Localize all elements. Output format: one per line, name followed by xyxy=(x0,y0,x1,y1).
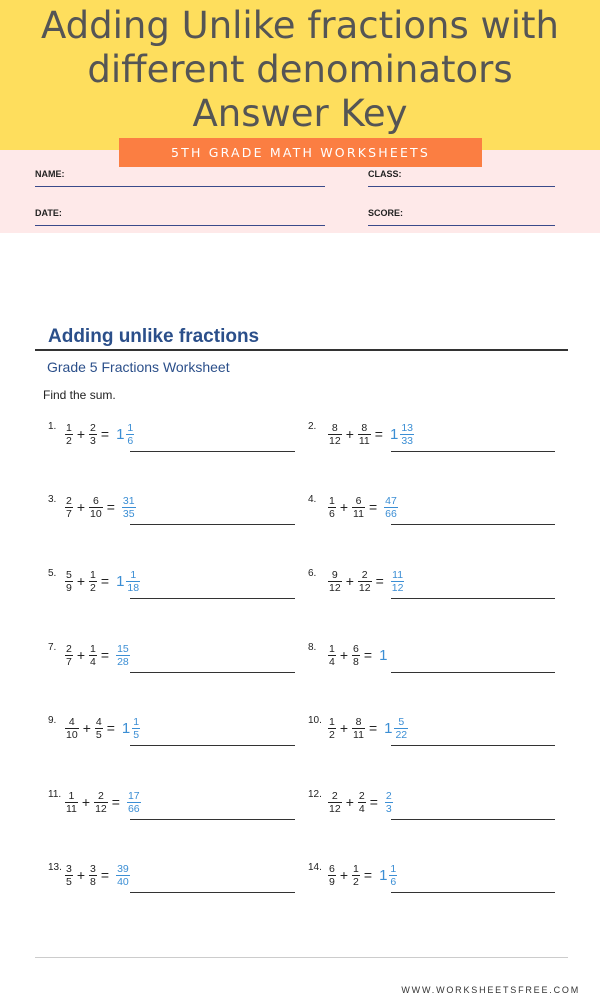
problem-number: 2. xyxy=(308,421,317,432)
equals-sign: = xyxy=(375,573,384,589)
answer-numerator: 17 xyxy=(127,789,140,802)
grade-ribbon: 5TH GRADE MATH WORKSHEETS xyxy=(119,138,482,167)
plus-sign: + xyxy=(339,720,349,736)
addend-1-fraction-numerator: 2 xyxy=(331,789,338,802)
problem-expression xyxy=(328,419,414,449)
answer-whole: 1 xyxy=(379,866,388,884)
problem-expression xyxy=(65,419,134,449)
answer-denominator: 6 xyxy=(390,875,397,888)
answer-fraction xyxy=(126,569,140,594)
problem-number: 7. xyxy=(48,642,57,653)
addend-1-fraction-denominator: 4 xyxy=(329,655,335,668)
answer-line[interactable] xyxy=(130,524,295,525)
footer-url: WWW.WORKSHEETSFREE.COM xyxy=(401,985,580,995)
title-line-1: Adding Unlike fractions with xyxy=(41,4,559,47)
problem-expression xyxy=(65,566,140,596)
addend-1-fraction-denominator: 7 xyxy=(66,507,72,520)
addend-1-fraction xyxy=(328,495,336,520)
answer xyxy=(379,647,389,664)
addend-2-fraction-denominator: 10 xyxy=(90,507,102,520)
answer xyxy=(116,643,130,668)
title-line-3: Answer Key xyxy=(192,92,408,135)
answer-numerator: 1 xyxy=(130,568,137,581)
problem-number: 5. xyxy=(48,568,57,579)
addend-2-fraction-denominator: 2 xyxy=(353,875,359,888)
answer xyxy=(379,863,397,888)
answer-denominator: 40 xyxy=(117,875,129,888)
addend-1-fraction-denominator: 12 xyxy=(329,434,341,447)
addend-2-fraction-numerator: 6 xyxy=(353,642,359,655)
addend-1-fraction-numerator: 1 xyxy=(68,789,75,802)
addend-1-fraction-numerator: 4 xyxy=(68,715,75,728)
plus-sign: + xyxy=(339,499,349,515)
answer-line[interactable] xyxy=(391,892,555,893)
footer-divider xyxy=(35,957,568,958)
answer-denominator: 3 xyxy=(385,802,392,815)
equals-sign: = xyxy=(368,720,378,736)
plus-sign: + xyxy=(81,794,91,810)
problem-expression xyxy=(65,713,140,743)
problem-number: 10. xyxy=(308,715,322,726)
page-title xyxy=(0,4,600,136)
answer-fraction xyxy=(394,716,408,741)
addend-2-fraction xyxy=(89,495,103,520)
name-label: NAME: xyxy=(35,169,65,179)
answer-numerator: 39 xyxy=(117,862,129,875)
answer-denominator: 66 xyxy=(385,507,397,520)
addend-2-fraction-denominator: 5 xyxy=(95,728,102,741)
addend-1-fraction xyxy=(328,716,336,741)
plus-sign: + xyxy=(76,426,86,442)
answer-denominator: 66 xyxy=(127,802,140,815)
answer-fraction xyxy=(116,863,130,888)
addend-1-fraction-numerator: 9 xyxy=(331,568,338,581)
addend-1-fraction-denominator: 11 xyxy=(66,802,77,815)
answer-line[interactable] xyxy=(391,524,555,525)
equals-sign: = xyxy=(368,499,378,515)
addend-2-fraction xyxy=(94,790,108,815)
addend-1-fraction-numerator: 2 xyxy=(66,494,72,507)
addend-2-fraction-numerator: 6 xyxy=(92,494,99,507)
title-line-2: different denominators xyxy=(87,48,513,91)
answer-numerator: 2 xyxy=(385,789,392,802)
problem-number: 11. xyxy=(48,789,62,800)
answer-fraction xyxy=(385,790,393,815)
addend-1-fraction-denominator: 7 xyxy=(66,655,72,668)
header-banner xyxy=(0,0,600,150)
addend-2-fraction xyxy=(358,569,372,594)
addend-1-fraction xyxy=(328,422,342,447)
addend-2-fraction xyxy=(95,716,103,741)
addend-1-fraction-numerator: 8 xyxy=(331,421,338,434)
addend-1-fraction-numerator: 3 xyxy=(66,862,72,875)
answer-denominator: 35 xyxy=(122,507,135,520)
answer-numerator: 1 xyxy=(133,715,140,728)
problem-number: 3. xyxy=(48,494,57,505)
addend-2-fraction xyxy=(352,643,360,668)
answer-line[interactable] xyxy=(391,672,555,673)
answer xyxy=(116,863,130,888)
answer-fraction xyxy=(122,495,136,520)
addend-2-fraction xyxy=(352,716,365,741)
worksheet-title: Adding unlike fractions xyxy=(48,326,260,347)
addend-2-fraction-numerator: 4 xyxy=(95,715,102,728)
plus-sign: + xyxy=(76,647,86,663)
answer-fraction xyxy=(400,422,414,447)
date-label: DATE: xyxy=(35,208,62,218)
plus-sign: + xyxy=(339,867,349,883)
problem-expression xyxy=(65,492,136,522)
problem-expression xyxy=(328,713,408,743)
plus-sign: + xyxy=(82,720,91,736)
plus-sign: + xyxy=(339,647,349,663)
addend-1-fraction-denominator: 9 xyxy=(329,875,335,888)
equals-sign: = xyxy=(106,499,115,515)
answer-numerator: 1 xyxy=(127,421,134,434)
problem-expression xyxy=(328,566,404,596)
addend-1-fraction xyxy=(65,716,79,741)
answer-line[interactable] xyxy=(130,892,295,893)
addend-1-fraction-denominator: 12 xyxy=(329,581,341,594)
answer xyxy=(116,569,140,594)
score-field[interactable] xyxy=(368,225,555,226)
addend-2-fraction-numerator: 1 xyxy=(90,642,96,655)
answer-numerator: 13 xyxy=(401,421,413,434)
addend-1-fraction xyxy=(65,569,73,594)
class-field[interactable] xyxy=(368,186,555,187)
answer-denominator: 22 xyxy=(395,728,408,741)
addend-2-fraction-denominator: 4 xyxy=(90,655,96,668)
answer-whole: 1 xyxy=(116,425,125,443)
equals-sign: = xyxy=(363,647,373,663)
addend-2-fraction xyxy=(89,422,97,447)
answer-fraction xyxy=(116,643,130,668)
answer-denominator: 6 xyxy=(127,434,134,447)
answer-whole: 1 xyxy=(384,719,393,737)
answer-line[interactable] xyxy=(391,745,555,746)
answer-fraction xyxy=(126,422,134,447)
addend-2-fraction-denominator: 8 xyxy=(353,655,359,668)
addend-1-fraction xyxy=(65,863,73,888)
problem-expression xyxy=(65,787,141,817)
answer-whole: 1 xyxy=(389,425,399,443)
answer xyxy=(122,716,140,741)
answer-numerator: 5 xyxy=(398,715,405,728)
addend-1-fraction-numerator: 1 xyxy=(329,715,335,728)
equals-sign: = xyxy=(369,794,378,810)
plus-sign: + xyxy=(345,794,354,810)
answer-whole: 1 xyxy=(379,646,388,664)
addend-2-fraction-denominator: 11 xyxy=(358,434,370,447)
addend-2-fraction xyxy=(89,643,97,668)
addend-1-fraction-numerator: 5 xyxy=(66,568,72,581)
answer xyxy=(116,422,134,447)
answer-line[interactable] xyxy=(391,451,555,452)
addend-2-fraction-numerator: 2 xyxy=(98,789,104,802)
plus-sign: + xyxy=(345,573,354,589)
addend-1-fraction-denominator: 5 xyxy=(66,875,72,888)
problem-number: 14. xyxy=(308,862,322,873)
addend-2-fraction-denominator: 12 xyxy=(358,581,371,594)
equals-sign: = xyxy=(363,867,373,883)
answer-numerator: 15 xyxy=(117,642,129,655)
addend-1-fraction-denominator: 12 xyxy=(329,802,341,815)
answer-denominator: 18 xyxy=(127,581,140,594)
problem-number: 4. xyxy=(308,494,317,505)
problem-number: 8. xyxy=(308,642,317,653)
answer-line[interactable] xyxy=(130,672,295,673)
answer xyxy=(122,495,136,520)
addend-2-fraction xyxy=(89,569,97,594)
answer-whole: 1 xyxy=(116,572,125,590)
addend-2-fraction-numerator: 6 xyxy=(355,494,362,507)
addend-1-fraction-numerator: 1 xyxy=(329,494,335,507)
addend-1-fraction-denominator: 10 xyxy=(66,728,78,741)
addend-2-fraction-denominator: 8 xyxy=(90,875,96,888)
addend-2-fraction-numerator: 8 xyxy=(361,421,368,434)
addend-2-fraction-denominator: 2 xyxy=(90,581,96,594)
equals-sign: = xyxy=(374,426,383,442)
problem-expression xyxy=(328,860,397,890)
answer-whole: 1 xyxy=(121,719,131,737)
answer-fraction xyxy=(132,716,140,741)
answer-line[interactable] xyxy=(391,819,555,820)
answer-numerator: 1 xyxy=(390,862,397,875)
addend-2-fraction-denominator: 11 xyxy=(353,507,364,520)
addend-2-fraction-numerator: 2 xyxy=(90,421,96,434)
name-field[interactable] xyxy=(35,186,325,187)
problem-number: 6. xyxy=(308,568,317,579)
addend-1-fraction xyxy=(328,569,342,594)
addend-2-fraction-numerator: 2 xyxy=(358,789,365,802)
answer xyxy=(127,790,141,815)
addend-1-fraction xyxy=(328,643,336,668)
addend-1-fraction xyxy=(65,790,78,815)
equals-sign: = xyxy=(100,647,110,663)
answer-denominator: 5 xyxy=(133,728,140,741)
answer-fraction xyxy=(384,495,398,520)
equals-sign: = xyxy=(106,720,115,736)
answer xyxy=(390,422,414,447)
score-label: SCORE: xyxy=(368,208,404,218)
addend-1-fraction-numerator: 1 xyxy=(66,421,72,434)
answer-denominator: 28 xyxy=(117,655,129,668)
answer xyxy=(384,716,408,741)
answer xyxy=(385,790,393,815)
answer-fraction xyxy=(389,863,397,888)
addend-1-fraction-numerator: 1 xyxy=(329,642,335,655)
class-label: CLASS: xyxy=(368,169,402,179)
addend-2-fraction-denominator: 4 xyxy=(358,802,365,815)
addend-2-fraction xyxy=(89,863,97,888)
problem-number: 9. xyxy=(48,715,57,726)
plus-sign: + xyxy=(76,573,86,589)
addend-1-fraction-denominator: 2 xyxy=(329,728,335,741)
plus-sign: + xyxy=(76,867,86,883)
addend-2-fraction-numerator: 2 xyxy=(361,568,368,581)
addend-2-fraction xyxy=(352,863,360,888)
addend-1-fraction xyxy=(65,422,73,447)
title-divider xyxy=(35,349,568,351)
problem-number: 12. xyxy=(308,789,322,800)
answer-numerator: 31 xyxy=(122,494,135,507)
problem-expression xyxy=(65,640,130,670)
addend-1-fraction-numerator: 6 xyxy=(329,862,335,875)
answer-line[interactable] xyxy=(130,451,295,452)
answer-numerator: 47 xyxy=(385,494,397,507)
answer-line[interactable] xyxy=(130,745,295,746)
worksheet-instruction: Find the sum. xyxy=(43,388,116,402)
equals-sign: = xyxy=(111,794,120,810)
answer-line[interactable] xyxy=(130,819,295,820)
answer-fraction xyxy=(391,569,405,594)
addend-1-fraction-denominator: 6 xyxy=(329,507,335,520)
addend-2-fraction-denominator: 12 xyxy=(95,802,107,815)
problem-expression xyxy=(65,860,130,890)
equals-sign: = xyxy=(100,573,110,589)
addend-1-fraction xyxy=(65,643,73,668)
answer xyxy=(391,569,405,594)
answer-fraction xyxy=(127,790,141,815)
equals-sign: = xyxy=(100,867,110,883)
problem-number: 1. xyxy=(48,421,57,432)
addend-1-fraction-denominator: 2 xyxy=(66,434,72,447)
addend-2-fraction xyxy=(358,422,371,447)
answer-numerator: 11 xyxy=(392,568,404,581)
problem-number: 13. xyxy=(48,862,62,873)
problem-expression xyxy=(328,492,398,522)
addend-1-fraction-denominator: 9 xyxy=(66,581,72,594)
answer-line[interactable] xyxy=(130,598,295,599)
equals-sign: = xyxy=(100,426,110,442)
addend-1-fraction xyxy=(65,495,73,520)
worksheet-subtitle: Grade 5 Fractions Worksheet xyxy=(47,359,230,375)
answer-denominator: 33 xyxy=(401,434,413,447)
addend-2-fraction-numerator: 1 xyxy=(353,862,359,875)
addend-1-fraction xyxy=(328,790,342,815)
addend-2-fraction xyxy=(358,790,366,815)
answer-line[interactable] xyxy=(391,598,555,599)
addend-2-fraction-numerator: 3 xyxy=(90,862,96,875)
addend-2-fraction-numerator: 1 xyxy=(90,568,96,581)
addend-1-fraction-numerator: 2 xyxy=(66,642,72,655)
answer xyxy=(384,495,398,520)
addend-1-fraction xyxy=(328,863,336,888)
addend-2-fraction xyxy=(352,495,365,520)
addend-2-fraction-denominator: 11 xyxy=(353,728,364,741)
date-field[interactable] xyxy=(35,225,325,226)
problem-expression xyxy=(328,640,389,670)
plus-sign: + xyxy=(76,499,86,515)
problem-expression xyxy=(328,787,393,817)
addend-2-fraction-denominator: 3 xyxy=(90,434,96,447)
answer-denominator: 12 xyxy=(391,581,404,594)
plus-sign: + xyxy=(345,426,354,442)
addend-2-fraction-numerator: 8 xyxy=(355,715,362,728)
